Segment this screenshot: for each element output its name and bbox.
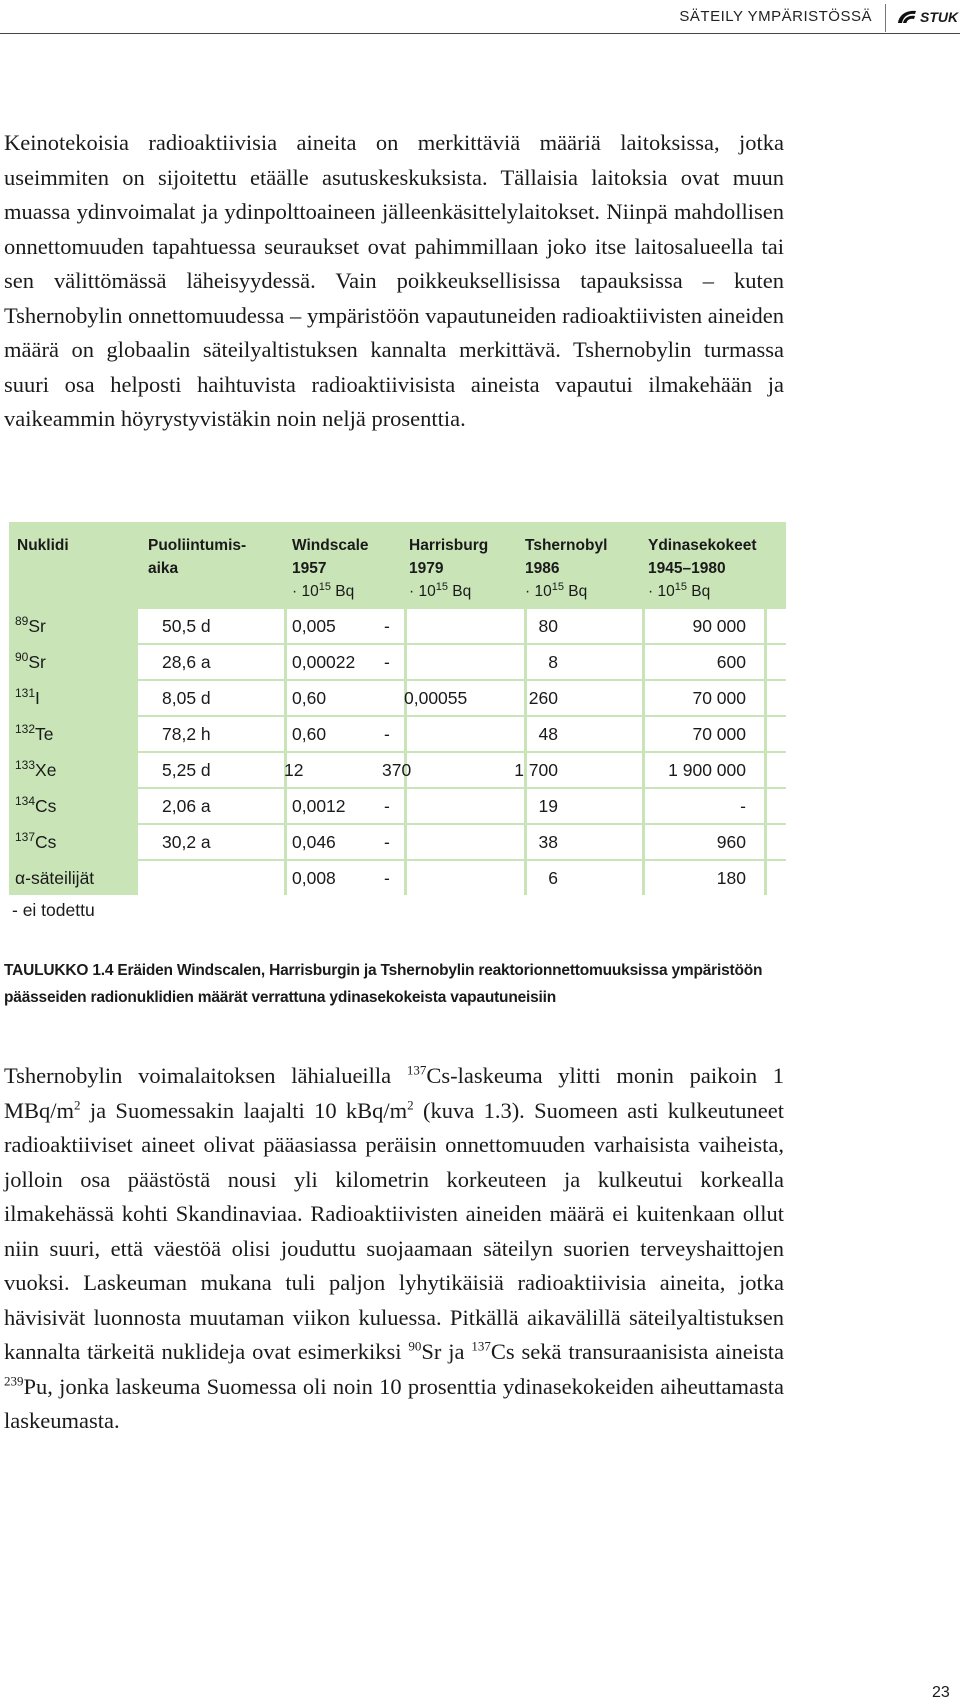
cell-weapons: 70 000 xyxy=(692,688,746,708)
cell-chernobyl: 80 xyxy=(538,616,558,636)
column-separator xyxy=(404,609,407,643)
cell-chernobyl: 1 700 xyxy=(514,760,558,780)
cell-chernobyl: 260 xyxy=(528,688,558,708)
column-separator xyxy=(404,789,407,823)
cell-harrisburg: - xyxy=(384,616,390,636)
table-row xyxy=(9,609,786,645)
column-separator xyxy=(284,717,287,751)
column-separator xyxy=(764,789,767,823)
table-row xyxy=(9,717,786,753)
cell-windscale: 0,0012 xyxy=(292,796,346,816)
row-cells xyxy=(138,825,786,859)
header-rule xyxy=(0,33,960,34)
column-separator xyxy=(764,645,767,679)
cell-windscale: 0,00022 xyxy=(292,652,356,672)
cell-halflife: 28,6 a xyxy=(162,652,211,672)
nuclide-label: $^{137}$Cs xyxy=(15,830,57,852)
column-separator xyxy=(642,717,645,751)
column-separator xyxy=(642,609,645,643)
stuk-logo xyxy=(896,8,958,26)
column-separator xyxy=(284,681,287,715)
cell-halflife: 8,05 d xyxy=(162,688,211,708)
page-header xyxy=(0,0,960,36)
cell-windscale: 0,005 xyxy=(292,616,336,636)
column-separator xyxy=(642,861,645,895)
row-cells xyxy=(138,609,786,643)
header-windscale: Windscale 1957 · $10^{15}$ Bq xyxy=(292,537,369,600)
nuclide-label: $^{133}$Xe xyxy=(15,758,57,780)
page-number: 23 xyxy=(932,1684,950,1701)
cell-weapons: 90 000 xyxy=(692,616,746,636)
table-row xyxy=(9,789,786,825)
nuclide-label: α-säteilijät xyxy=(15,868,95,888)
table-caption xyxy=(4,957,804,1011)
table-row xyxy=(9,645,786,681)
cell-windscale: 0,60 xyxy=(292,688,327,708)
cell-weapons: 70 000 xyxy=(692,724,746,744)
table-row xyxy=(9,825,786,861)
intro-paragraph: Keinotekoisia radioaktiivisia aineita on merkittäviä määriä laitoksissa, jotka useimmiten on sijoitettu etäälle asutuskeskuksista. Tällaisia laitoksia ovat muun muassa ydinvoimalat ja ydinpolttoaineen jälleenkäsittelylaitokset. Niinpä mahdollisen onnettomuuden tapahtuessa seuraukset ovat pahimmillaan joko itse laitosalueella tai sen välittömässä läheisyydessä. Vain poikkeuksellisissa tapauksissa – kuten Tshernobylin onnettomuudessa – ympäristöön vapautuneiden radioaktiivisten aineiden määrä on globaalin säteilyaltistuksen kannalta merkittävä. Tshernobylin turmassa suuri osa helposti haihtuvista radioaktiivisista aineista vapautui ilmakehään ja vaikeammin höyrystyvistäkin noin neljä prosenttia. xyxy=(4,130,784,431)
column-separator xyxy=(404,717,407,751)
row-cells xyxy=(138,753,786,787)
cell-chernobyl: 6 xyxy=(548,868,558,888)
cell-harrisburg: 370 xyxy=(382,760,412,780)
header-weapons-tests: Ydinasekokeet 1945–1980 · $10^{15}$ Bq xyxy=(648,537,757,600)
cell-halflife: 50,5 d xyxy=(162,616,211,636)
cell-chernobyl: 8 xyxy=(548,652,558,672)
header-chernobyl: Tshernobyl 1986 · $10^{15}$ Bq xyxy=(525,537,608,600)
table-row xyxy=(9,753,786,789)
cell-halflife: 5,25 d xyxy=(162,760,211,780)
cell-windscale: 0,008 xyxy=(292,868,336,888)
cell-weapons: - xyxy=(740,796,746,816)
column-separator xyxy=(764,609,767,643)
column-separator xyxy=(764,717,767,751)
column-separator xyxy=(284,825,287,859)
column-separator xyxy=(284,645,287,679)
cell-chernobyl: 48 xyxy=(538,724,558,744)
nuclide-label: $^{132}$Te xyxy=(15,722,54,744)
column-separator xyxy=(404,825,407,859)
caption-label: TAULUKKO 1.4 xyxy=(4,962,114,979)
cell-halflife: 2,06 a xyxy=(162,796,211,816)
header-divider xyxy=(885,4,886,32)
nuclide-table xyxy=(9,522,786,895)
table-row xyxy=(9,861,786,897)
column-separator xyxy=(642,789,645,823)
cell-halflife: 30,2 a xyxy=(162,832,211,852)
stuk-logo-text: STUK xyxy=(920,9,959,25)
column-separator xyxy=(524,645,527,679)
header-nuclide: Nuklidi xyxy=(17,537,69,554)
column-separator xyxy=(642,645,645,679)
column-separator xyxy=(524,609,527,643)
cell-weapons: 1 900 000 xyxy=(668,760,746,780)
table-footnote: - ei todettu xyxy=(12,900,95,920)
column-separator xyxy=(524,861,527,895)
nuclide-label: $^{89}$Sr xyxy=(15,614,46,636)
column-separator xyxy=(764,753,767,787)
column-separator xyxy=(524,681,527,715)
cell-chernobyl: 38 xyxy=(538,832,558,852)
row-cells xyxy=(138,681,786,715)
column-separator xyxy=(642,753,645,787)
cell-harrisburg: - xyxy=(384,652,390,672)
column-separator xyxy=(284,789,287,823)
column-separator xyxy=(284,861,287,895)
cell-weapons: 600 xyxy=(716,652,746,672)
nuclide-label: $^{131}$I xyxy=(15,686,40,708)
column-separator xyxy=(404,861,407,895)
body-paragraph: Tshernobylin voimalaitoksen lähialueilla $^{137}$Cs-laskeuma ylitti monin paikoin 1 MBq/$m^2$ ja Suomessakin laajalti 10 kBq/$m^2$ (kuva 1.3). Suomeen asti kulkeutuneet radioaktiiviset aineet olivat pääasiassa peräisin onnettomuuden varhaisista vaiheista, jolloin osa päästöstä nousi yli kilometrin korkeuteen ja kulkeutui korkealla ilmakehässä kohti Skandinaviaa. Radioaktiivisten aineiden määrä ei kuitenkaan ollut niin suuri, että väestöä olisi jouduttu suojaamaan säteilyn suorien terveyshaittojen vuoksi. Laskeuman mukana tuli paljon lyhytikäisiä radioaktiivisia aineita, jotka hävisivät luonnosta muutaman viikon kuluessa. Pitkällä aikavälillä säteilyaltistuksen kannalta tärkeitä nuklideja ovat esimerkiksi $^{90}$Sr ja $^{137}$Cs sekä transuraanisista aineista $^{239}$Pu, jonka laskeuma Suomessa oli noin 10 prosenttia ydinasekokeiden aiheuttamasta laskeumasta. xyxy=(4,1062,785,1433)
nuclide-label: $^{90}$Sr xyxy=(15,650,46,672)
cell-harrisburg: - xyxy=(384,832,390,852)
column-separator xyxy=(642,681,645,715)
row-cells xyxy=(138,861,786,895)
column-separator xyxy=(764,681,767,715)
header-halflife: Puoliintumis- aika xyxy=(148,537,247,577)
column-separator xyxy=(642,825,645,859)
row-cells xyxy=(138,717,786,751)
row-cells xyxy=(138,789,786,823)
row-cells xyxy=(138,645,786,679)
column-separator xyxy=(524,825,527,859)
cell-harrisburg: - xyxy=(384,796,390,816)
cell-windscale: 0,60 xyxy=(292,724,327,744)
cell-windscale: 12 xyxy=(284,760,304,780)
column-separator xyxy=(284,609,287,643)
cell-harrisburg: - xyxy=(384,868,390,888)
column-separator xyxy=(764,825,767,859)
table-row xyxy=(9,681,786,717)
cell-weapons: 960 xyxy=(716,832,746,852)
column-separator xyxy=(524,717,527,751)
cell-harrisburg: 0,00055 xyxy=(404,688,468,708)
cell-weapons: 180 xyxy=(716,868,746,888)
cell-harrisburg: - xyxy=(384,724,390,744)
column-separator xyxy=(404,645,407,679)
header-harrisburg: Harrisburg 1979 · $10^{15}$ Bq xyxy=(409,537,489,600)
cell-chernobyl: 19 xyxy=(538,796,558,816)
caption-text: Eräiden Windscalen, Harrisburgin ja Tshernobylin reaktorionnettomuuksissa ympäristöön päässeiden radionuklidien määrät verrattuna ydinasekokeista vapautuneisiin xyxy=(4,962,763,1006)
cell-halflife: 78,2 h xyxy=(162,724,211,744)
stuk-logo-icon xyxy=(896,9,918,25)
cell-windscale: 0,046 xyxy=(292,832,336,852)
column-separator xyxy=(524,789,527,823)
nuclide-label: $^{134}$Cs xyxy=(15,794,57,816)
running-title: SÄTEILY YMPÄRISTÖSSÄ xyxy=(679,8,872,25)
column-separator xyxy=(764,861,767,895)
